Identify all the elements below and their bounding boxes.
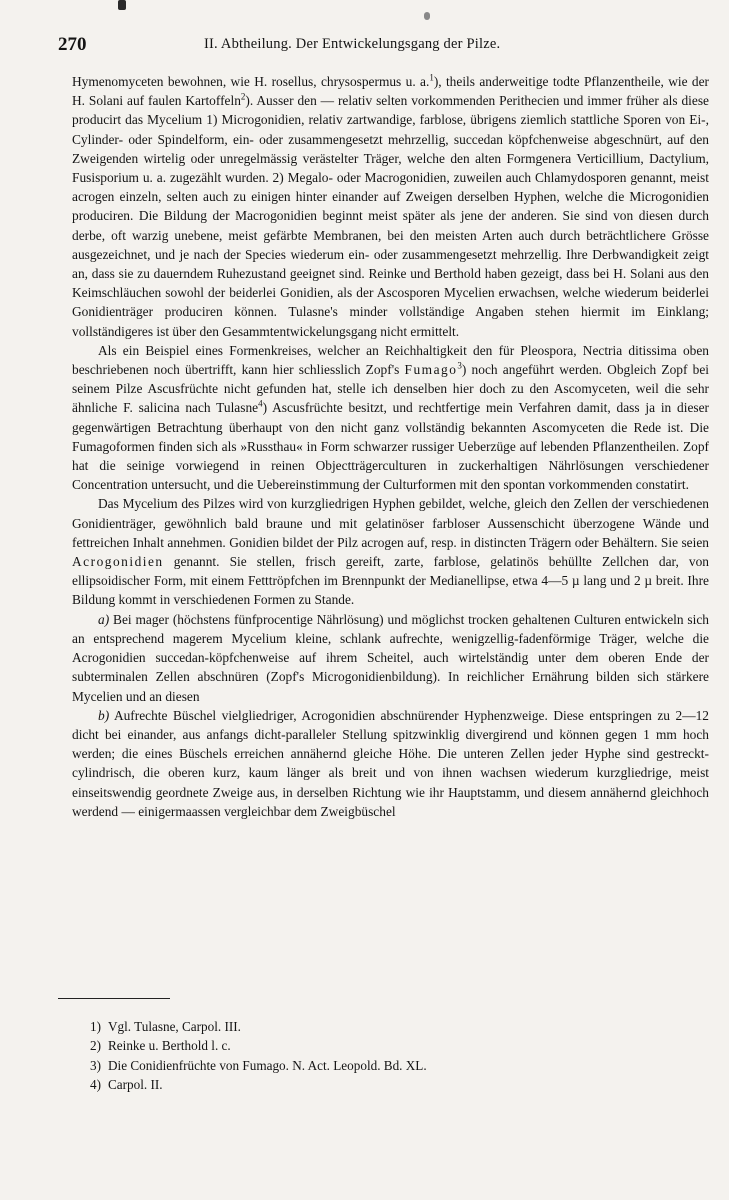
footnote: [90, 1036, 650, 1055]
footnote-text: Carpol. II.: [108, 1076, 163, 1092]
text-run: Das Mycelium des Pilzes wird von kurzgliedrigen Hyphen gebildet, welche, gleich den Zellen der verschiedenen Gonidienträger, gewöhnlich bald braune und mit gelatinöser farbloser Aussenschicht überzogene Wände und fettreichen Inhalt annehmen. Gonidien bildet der Pilz acrogen auf, resp. in distincten Trägern oder Behältern. Sie seien: [72, 496, 709, 550]
text-run: Hymenomyceten bewohnen, wie H. rosellus, chrysospermus u. a.: [72, 74, 430, 89]
paragraph: [72, 494, 709, 609]
paragraph: [72, 706, 709, 821]
footnote: [90, 1056, 650, 1075]
footnote-text: Reinke u. Berthold l. c.: [108, 1038, 231, 1054]
spaced-term: Acrogonidien: [72, 554, 164, 570]
footnote-ref: 1: [429, 72, 434, 83]
running-title: II. Abtheilung. Der Entwickelungsgang der Pilze.: [204, 36, 501, 52]
text-run: Aufrechte Büschel vielgliedriger, Acrogonidien abschnürender Hyphenzweige. Diese entspringen zu 2—12 dicht bei einander, aus anfangs dicht-paralleler Stellung spitzwinklig divergirend und können gegen 1 mm hoch werden; die eines Büschels erreichen annähernd gleiche Höhe. Die unteren Zellen jeder Hyphe sind gestreckt-cylindrisch, die oberen kurz, kaum länger als breit und von ihnen wachsen wiederum kurzgliedrige, meist einseitswendig geordnete Zweige aus, in derselben Richtung wie ihr Hauptstamm, und diesem annähernd gleichhoch werdend — einigermaassen vergleichbar dem Zweigbüschel: [72, 707, 709, 819]
footnote-ref: 3: [457, 360, 462, 371]
text-run: Als ein Beispiel eines Formenkreises, welcher an Reichhaltigkeit den für Pleospora, Nectria ditissima oben beschriebenen noch übertrifft, kann hier schliesslich Zopf's: [72, 342, 709, 378]
paragraph: [72, 341, 709, 495]
list-marker: a): [98, 611, 110, 627]
spaced-term: Fumago: [404, 362, 458, 378]
text-run: ) Ascusfrüchte besitzt, und rechtfertige mein Verfahren damit, dass ja in dieser gegenwärtigen Betrachtung überhaupt von den nicht ganz vollständig bekannten Ascomyceten die Rede ist. Die Fumagoformen finden sich als »Russthau« in Form schwarzer russiger Ueberzüge auf lebenden Pflanzentheilen. Zopf hat die seinige vorwiegend in reinen Objectträgerculturen in zuckerhaltigen Nährlösungen verschiedener Concentration untersucht, und die Uebereinstimmung der Culturformen mit den spontan vorkommenden constatirt.: [72, 400, 709, 493]
footnote-mark: 2): [90, 1038, 101, 1054]
footnote-mark: 3): [90, 1057, 101, 1073]
footnote: [90, 1075, 650, 1094]
text-run: ), theils anderweitige todte Pflanzentheile, wie der H. Solani auf faulen Kartoffeln: [72, 74, 710, 109]
footnote-text: Vgl. Tulasne, Carpol. III.: [108, 1019, 241, 1034]
footnotes: [90, 1017, 650, 1094]
text-run: ). Ausser den — relativ selten vorkommenden Perithecien und immer früher als diese producirt das Mycelium 1) Microgonidien, relativ zartwandige, farblose, übrigens ziemlich stattliche Sporen von Ei-, Cylinder- oder Spindelform, ein- oder zusammengesetzt mehrzellig, succedan köpfchenweise abgeschnürt, auf den Zweigenden wirtelig oder unregelmässig verästelter Träger, welche den alten Formgenera Verticillium, Dactylium, Fusisporium u. a. zugezählt wurden. 2) Megalo- oder Macrogonidien, zuweilen auch Chlamydosporen genannt, meist acrogen einzeln, selten auch zu einigen hinter einander auf Zweigen derselben Hyphen, welche die Microgonidien produciren. Die Bildung der Macrogonidien beginnt meist später als jene der anderen. Sie sind von diesen durch derbe, oft warzig unebene, meist gefärbte Membranen, bei den meisten Arten auch durch beträchtlichere Grösse ausgezeichnet, und je nach der Species wiederum ein- oder zusammengesetzt mehrzellig. Ihre Derbwandigkeit zeigt an, dass sie zu dauerndem Ruhezustand geeignet sind. Reinke und Berthold haben gezeigt, dass bei H. Solani aus den Keimschläuchen sowohl der beiderlei Gonidien, als der Ascosporen Mycelien erwachsen, welche wiederum beiderlei Gonidienträger produciren können. Tulasne's minder vollständige Angaben stehen hiermit im Einklang; vollständigeres ist über den Gesammtentwickelungsgang nicht ermittelt.: [72, 93, 709, 339]
page-number: 270: [58, 34, 87, 55]
text-run: Bei mager (höchstens fünfprocentige Nährlösung) und möglichst trocken gehaltenen Culturen entwickeln sich an entsprechend magerem Mycelium kleine, schlank aufrechte, wenigzellig-fadenförmige Träger, welche die Acrogonidien succedan-köpfchenweise auf ihrem Scheitel, auch wirtelständig unter dem oberen Ende der subterminalen Zellen abschnüren (Zopf's Microgonidienbildung). In reichlicher Ernährung bilden sich stärkere Mycelien und an diesen: [72, 611, 709, 704]
footnote-text: Die Conidienfrüchte von Fumago. N. Act. Leopold. Bd. XL.: [108, 1057, 427, 1073]
footnote-mark: 1): [90, 1019, 101, 1034]
text-run: ) noch angeführt werden. Obgleich Zopf bei seinem Pilze Ascusfrüchte nicht gefunden hat, stelle ich denselben hier doch zu den Ascomyceten, weil die sehr ähnliche F. salicina nach Tulasne: [72, 362, 709, 416]
paragraph: [72, 72, 709, 341]
ink-smudge: [118, 0, 126, 10]
footnote-divider: [58, 998, 170, 999]
ink-spot: [424, 12, 430, 20]
footnote-mark: 4): [90, 1076, 101, 1092]
paragraph: [72, 610, 709, 706]
footnote: [90, 1017, 650, 1036]
footnote-ref: 4: [258, 398, 263, 409]
page-header: [58, 34, 708, 58]
footnote-ref: 2: [240, 91, 246, 102]
body-text: [72, 72, 709, 821]
text-run: genannt. Sie stellen, frisch gereift, zarte, farblose, gelatinös behüllte Zellchen dar, von ellipsoidischer Form, mit einem Fetttröpfchen im Brennpunkt der Medianellipse, etwa 4—5 µ lang und 2 µ breit. Ihre Bildung kommt in verschiedenen Formen zu Stande.: [72, 554, 709, 608]
list-marker: b): [98, 707, 110, 723]
